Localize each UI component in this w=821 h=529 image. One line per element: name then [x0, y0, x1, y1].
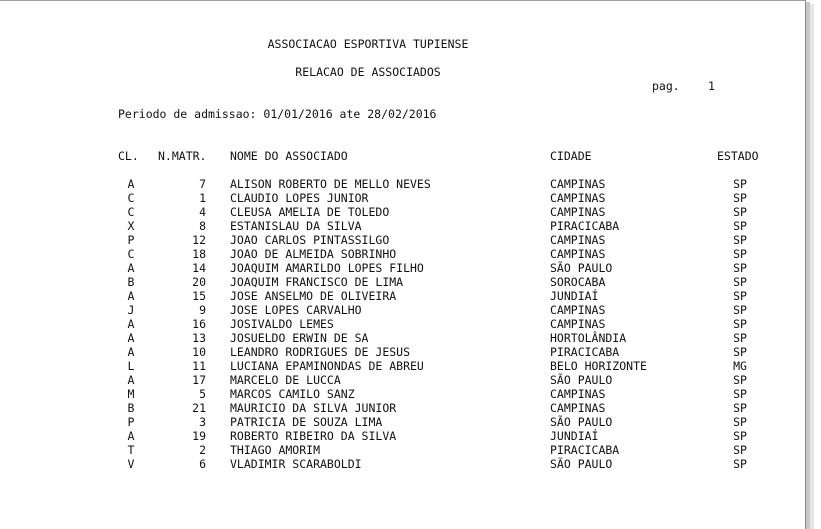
report-title: RELACAO DE ASSOCIADOS: [295, 65, 441, 79]
row-nome: LUCIANA EPAMINONDAS DE ABREU: [230, 359, 424, 373]
row-cl: J: [127, 303, 135, 317]
row-cidade: PIRACICABA: [550, 219, 620, 233]
row-cidade: SÃO PAULO: [550, 261, 613, 275]
row-nome: ALISON ROBERTO DE MELLO NEVES: [230, 177, 431, 191]
row-cl: P: [127, 415, 135, 429]
row-matr: 4: [199, 205, 206, 219]
row-estado: SP: [733, 303, 747, 317]
row-matr: 2: [199, 443, 206, 457]
row-nome: JOSIVALDO LEMES: [230, 317, 334, 331]
row-cl: C: [127, 191, 135, 205]
row-nome: VLADIMIR SCARABOLDI: [230, 457, 362, 471]
row-estado: SP: [733, 373, 747, 387]
row-cidade: CAMPINAS: [550, 303, 606, 317]
row-cl: A: [127, 429, 135, 443]
row-estado: SP: [733, 177, 747, 191]
row-cidade: CAMPINAS: [550, 205, 606, 219]
row-cl: A: [127, 261, 135, 275]
row-matr: 21: [192, 401, 206, 415]
col-matr-header: N.MATR.: [158, 149, 207, 163]
row-estado: SP: [733, 429, 747, 443]
row-matr: 16: [192, 317, 206, 331]
row-estado: SP: [733, 275, 747, 289]
row-cidade: CAMPINAS: [550, 233, 606, 247]
row-cidade: CAMPINAS: [550, 387, 606, 401]
row-cl: M: [127, 387, 135, 401]
row-nome: ROBERTO RIBEIRO DA SILVA: [230, 429, 397, 443]
row-nome: JOSE ANSELMO DE OLIVEIRA: [230, 289, 397, 303]
row-nome: CLEUSA AMELIA DE TOLEDO: [230, 205, 390, 219]
row-estado: SP: [733, 387, 747, 401]
row-matr: 12: [192, 233, 206, 247]
row-cidade: CAMPINAS: [550, 401, 606, 415]
row-cidade: HORTOLÂNDIA: [550, 331, 627, 345]
col-cidade-header: CIDADE: [550, 149, 592, 163]
col-nome-header: NOME DO ASSOCIADO: [230, 149, 348, 163]
page-label: pag.: [652, 79, 680, 93]
row-cidade: SÃO PAULO: [550, 373, 613, 387]
row-nome: JOAQUIM AMARILDO LOPES FILHO: [230, 261, 424, 275]
row-estado: SP: [733, 261, 747, 275]
row-nome: JOAO DE ALMEIDA SOBRINHO: [230, 247, 397, 261]
row-nome: CLAUDIO LOPES JUNIOR: [230, 191, 369, 205]
row-cl: B: [127, 401, 135, 415]
row-estado: SP: [733, 457, 747, 471]
row-matr: 15: [192, 289, 206, 303]
row-nome: MARCOS CAMILO SANZ: [230, 387, 355, 401]
row-matr: 13: [192, 331, 206, 345]
row-nome: MAURICIO DA SILVA JUNIOR: [230, 401, 397, 415]
row-cidade: JUNDIAÍ: [550, 429, 599, 443]
row-cl: T: [127, 443, 135, 457]
row-estado: SP: [733, 443, 747, 457]
row-cl: A: [127, 289, 135, 303]
row-matr: 17: [192, 373, 206, 387]
row-matr: 1: [199, 191, 206, 205]
row-cidade: JUNDIAÍ: [550, 289, 599, 303]
row-matr: 14: [192, 261, 206, 275]
row-nome: PATRICIA DE SOUZA LIMA: [230, 415, 383, 429]
row-nome: JOSUELDO ERWIN DE SA: [230, 331, 369, 345]
row-estado: SP: [733, 247, 747, 261]
row-cl: B: [127, 275, 135, 289]
row-matr: 11: [192, 359, 206, 373]
col-estado-header: ESTADO: [717, 149, 759, 163]
row-cidade: SÃO PAULO: [550, 457, 613, 471]
row-estado: SP: [733, 219, 747, 233]
row-matr: 5: [199, 387, 206, 401]
row-cl: A: [127, 317, 135, 331]
period-line: Periodo de admissao: 01/01/2016 ate 28/02/2016: [118, 107, 437, 121]
row-cidade: SÃO PAULO: [550, 415, 613, 429]
row-cl: L: [127, 359, 135, 373]
row-cidade: SOROCABA: [550, 275, 606, 289]
row-cidade: PIRACICABA: [550, 345, 620, 359]
row-cl: A: [127, 373, 135, 387]
row-estado: SP: [733, 317, 747, 331]
row-matr: 10: [192, 345, 206, 359]
row-nome: MARCELO DE LUCCA: [230, 373, 341, 387]
org-name: ASSOCIACAO ESPORTIVA TUPIENSE: [267, 37, 469, 51]
row-cidade: PIRACICABA: [550, 443, 620, 457]
row-estado: SP: [733, 331, 747, 345]
row-estado: SP: [733, 205, 747, 219]
row-matr: 6: [199, 457, 206, 471]
row-estado: SP: [733, 289, 747, 303]
row-estado: SP: [733, 191, 747, 205]
row-cidade: CAMPINAS: [550, 247, 606, 261]
row-matr: 9: [199, 303, 206, 317]
row-cl: V: [127, 457, 135, 471]
row-nome: THIAGO AMORIM: [230, 443, 321, 457]
row-cl: X: [127, 219, 135, 233]
row-cl: P: [127, 233, 135, 247]
row-matr: 18: [192, 247, 206, 261]
row-estado: SP: [733, 415, 747, 429]
row-cidade: CAMPINAS: [550, 317, 606, 331]
row-cl: A: [127, 177, 135, 191]
row-estado: SP: [733, 233, 747, 247]
row-estado: SP: [733, 345, 747, 359]
page-number: 1: [708, 79, 715, 93]
col-cl-header: CL.: [118, 149, 139, 163]
row-nome: ESTANISLAU DA SILVA: [230, 219, 362, 233]
row-matr: 7: [199, 177, 206, 191]
row-matr: 3: [199, 415, 206, 429]
row-matr: 19: [192, 429, 206, 443]
row-cl: C: [127, 247, 135, 261]
row-cl: A: [127, 331, 135, 345]
row-cidade: BELO HORIZONTE: [550, 359, 647, 373]
row-nome: JOAQUIM FRANCISCO DE LIMA: [230, 275, 404, 289]
row-estado: MG: [733, 359, 747, 373]
row-nome: JOSE LOPES CARVALHO: [230, 303, 362, 317]
row-nome: JOAO CARLOS PINTASSILGO: [230, 233, 390, 247]
row-nome: LEANDRO RODRIGUES DE JESUS: [230, 345, 411, 359]
row-matr: 8: [199, 219, 206, 233]
row-cl: C: [127, 205, 135, 219]
row-cidade: CAMPINAS: [550, 177, 606, 191]
row-matr: 20: [192, 275, 206, 289]
row-cl: A: [127, 345, 135, 359]
row-estado: SP: [733, 401, 747, 415]
row-cidade: CAMPINAS: [550, 191, 606, 205]
